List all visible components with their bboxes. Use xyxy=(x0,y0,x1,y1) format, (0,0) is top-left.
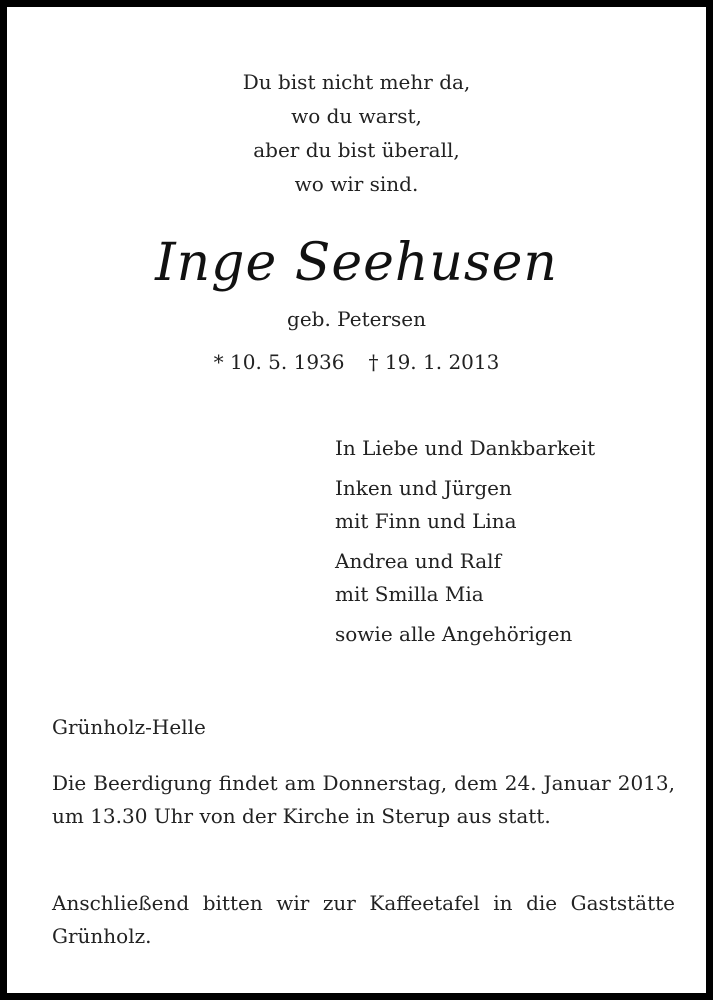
death-date: † 19. 1. 2013 xyxy=(368,350,500,374)
family-2-line-2: mit Smilla Mia xyxy=(335,582,484,606)
mourners-block xyxy=(335,432,595,658)
family-2-line-1: Andrea und Ralf xyxy=(335,549,501,573)
poem-line-2: wo du warst, xyxy=(291,104,422,128)
deceased-name: Inge Seehusen xyxy=(155,233,558,293)
poem-line-1: Du bist nicht mehr da, xyxy=(242,70,471,94)
memorial-poem xyxy=(7,65,706,201)
family-group-1 xyxy=(335,472,595,538)
family-1-line-2: mit Finn und Lina xyxy=(335,509,517,533)
poem-line-4: wo wir sind. xyxy=(294,172,419,196)
family-group-2 xyxy=(335,545,595,611)
place-name: Grünholz-Helle xyxy=(52,715,206,739)
other-relatives: sowie alle Angehörigen xyxy=(335,622,573,646)
poem-line-3: aber du bist überall, xyxy=(253,138,460,162)
family-1-line-1: Inken und Jürgen xyxy=(335,476,512,500)
maiden-name: geb. Petersen xyxy=(287,307,426,331)
birth-date: * 10. 5. 1936 xyxy=(213,350,345,374)
life-dates xyxy=(7,346,706,378)
mourners-intro: In Liebe und Dankbarkeit xyxy=(335,436,596,460)
funeral-notice: Die Beerdigung findet am Donnerstag, dem 24. Januar 2013, um 13.30 Uhr von der Kirche in Sterup aus statt. xyxy=(52,771,675,828)
reception-notice: Anschließend bitten wir zur Kaffeetafel in die Gaststätte Grünholz. xyxy=(52,891,675,948)
